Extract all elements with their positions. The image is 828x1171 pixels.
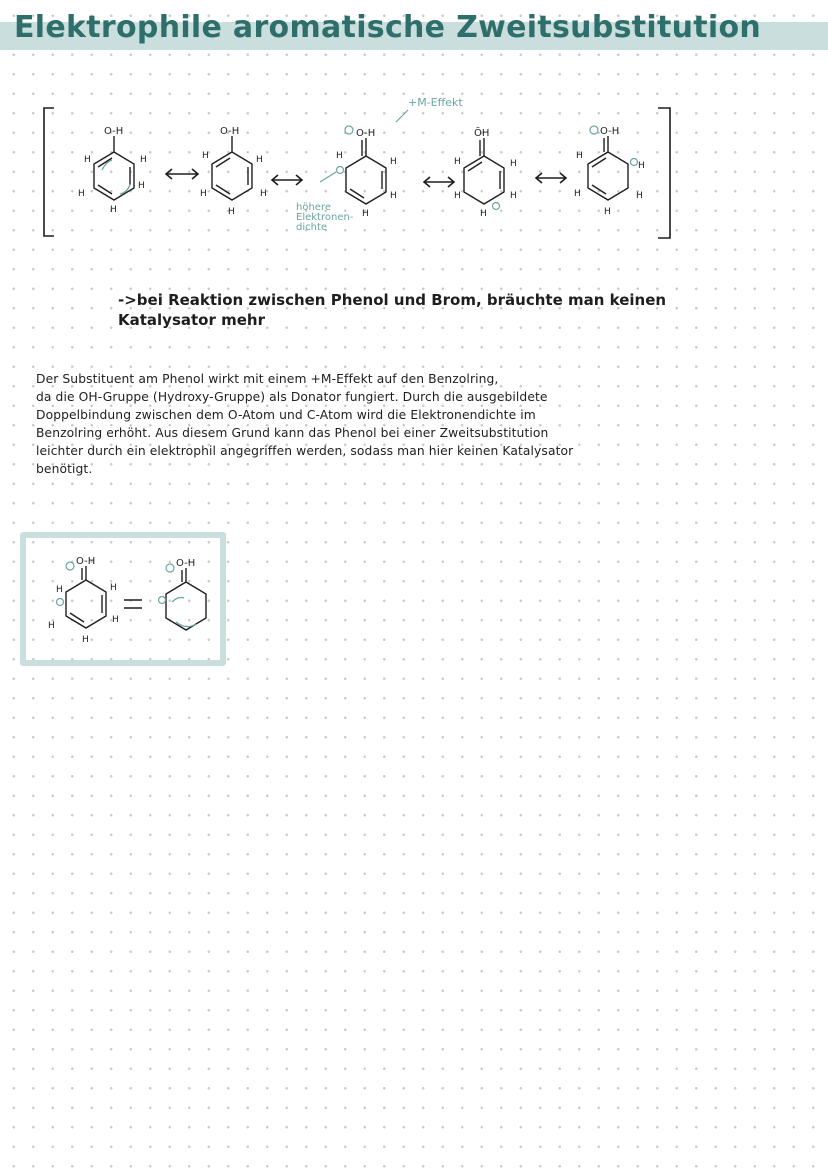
svg-text:O-H: O-H bbox=[76, 556, 96, 567]
svg-text:H: H bbox=[82, 635, 89, 645]
svg-text:H: H bbox=[576, 151, 583, 161]
svg-text:H: H bbox=[256, 155, 263, 165]
benzene-ring bbox=[464, 138, 504, 204]
benzene-ring bbox=[212, 136, 252, 200]
paragraph-line: Doppelbindung zwischen dem O-Atom und C-Atom wird die Elektronendichte im bbox=[36, 408, 536, 422]
svg-text:H: H bbox=[390, 191, 397, 201]
svg-text:H: H bbox=[604, 207, 611, 217]
oh-label: O-H bbox=[600, 126, 620, 137]
svg-text:H: H bbox=[390, 157, 397, 167]
benzene-ring bbox=[346, 138, 386, 204]
svg-text:H: H bbox=[454, 191, 461, 201]
paragraph-line: benötigt. bbox=[36, 462, 93, 476]
benzene-ring bbox=[66, 580, 106, 628]
svg-text:H: H bbox=[260, 189, 267, 199]
positive-charge-icon bbox=[66, 562, 74, 570]
svg-text:H: H bbox=[510, 159, 517, 169]
svg-text:H: H bbox=[638, 161, 645, 171]
catalyst-note: ->bei Reaktion zwischen Phenol und Brom, bräuchte man keinen Katalysator mehr bbox=[118, 291, 667, 329]
benzene-ring bbox=[94, 136, 134, 200]
svg-text:H: H bbox=[140, 155, 147, 165]
paragraph-line: leichter durch ein elektrophil angegriffen werden, sodass man hier keinen Katalysator bbox=[36, 444, 574, 458]
resonance-arrow bbox=[424, 177, 454, 187]
svg-text:H: H bbox=[138, 181, 145, 191]
svg-text:H: H bbox=[336, 151, 343, 161]
summary-structures bbox=[26, 552, 226, 652]
svg-text:H: H bbox=[48, 621, 55, 631]
negative-charge-icon bbox=[493, 203, 500, 210]
svg-text:H: H bbox=[200, 189, 207, 199]
negative-charge-icon bbox=[57, 599, 64, 606]
page-title: Elektrophile aromatische Zweitsubstitution bbox=[14, 10, 762, 45]
svg-text:O-H: O-H bbox=[176, 558, 196, 569]
oh-label: ŌH bbox=[474, 128, 490, 139]
svg-text:H: H bbox=[636, 191, 643, 201]
svg-text:H: H bbox=[112, 615, 119, 625]
resonance-arrow bbox=[536, 173, 566, 183]
paragraph-line: Benzolring erhöht. Aus diesem Grund kann das Phenol bei einer Zweitsubstitution bbox=[36, 426, 549, 440]
paragraph-line: da die OH-Gruppe (Hydroxy-Gruppe) als Donator fungiert. Durch die ausgebildete bbox=[36, 390, 548, 404]
negative-charge-icon bbox=[159, 597, 166, 604]
benzene-ring bbox=[588, 136, 628, 200]
svg-text:H: H bbox=[480, 209, 487, 219]
negative-charge-icon bbox=[631, 159, 638, 166]
oh-label: O-H bbox=[104, 126, 124, 137]
left-bracket bbox=[44, 108, 54, 236]
positive-charge-icon bbox=[345, 126, 353, 134]
svg-text:H: H bbox=[202, 151, 209, 161]
svg-text:H: H bbox=[56, 585, 63, 595]
svg-text:H: H bbox=[84, 155, 91, 165]
resonance-arrow bbox=[166, 169, 198, 179]
svg-text:H: H bbox=[454, 157, 461, 167]
oh-label: O-H bbox=[220, 126, 240, 137]
svg-text:H: H bbox=[574, 189, 581, 199]
electron-density-annotation: höhere Elektronen-dichte bbox=[296, 202, 354, 233]
explanation-paragraph bbox=[36, 370, 756, 478]
oh-label: O-H bbox=[356, 128, 376, 139]
svg-text:H: H bbox=[362, 209, 369, 219]
benzene-ring bbox=[166, 582, 206, 630]
svg-text:H: H bbox=[78, 189, 85, 199]
right-bracket bbox=[658, 108, 670, 238]
svg-text:H: H bbox=[510, 191, 517, 201]
positive-charge-icon bbox=[166, 564, 174, 572]
negative-charge-icon bbox=[337, 167, 344, 174]
positive-charge-icon bbox=[590, 126, 598, 134]
svg-text:H: H bbox=[110, 583, 117, 593]
svg-text:H: H bbox=[110, 205, 117, 215]
svg-text:H: H bbox=[228, 207, 235, 217]
resonance-arrow bbox=[272, 175, 302, 185]
paragraph-line: Der Substituent am Phenol wirkt mit einem +M-Effekt auf den Benzolring, bbox=[36, 372, 499, 386]
m-effect-annotation: +M-Effekt bbox=[408, 96, 463, 109]
